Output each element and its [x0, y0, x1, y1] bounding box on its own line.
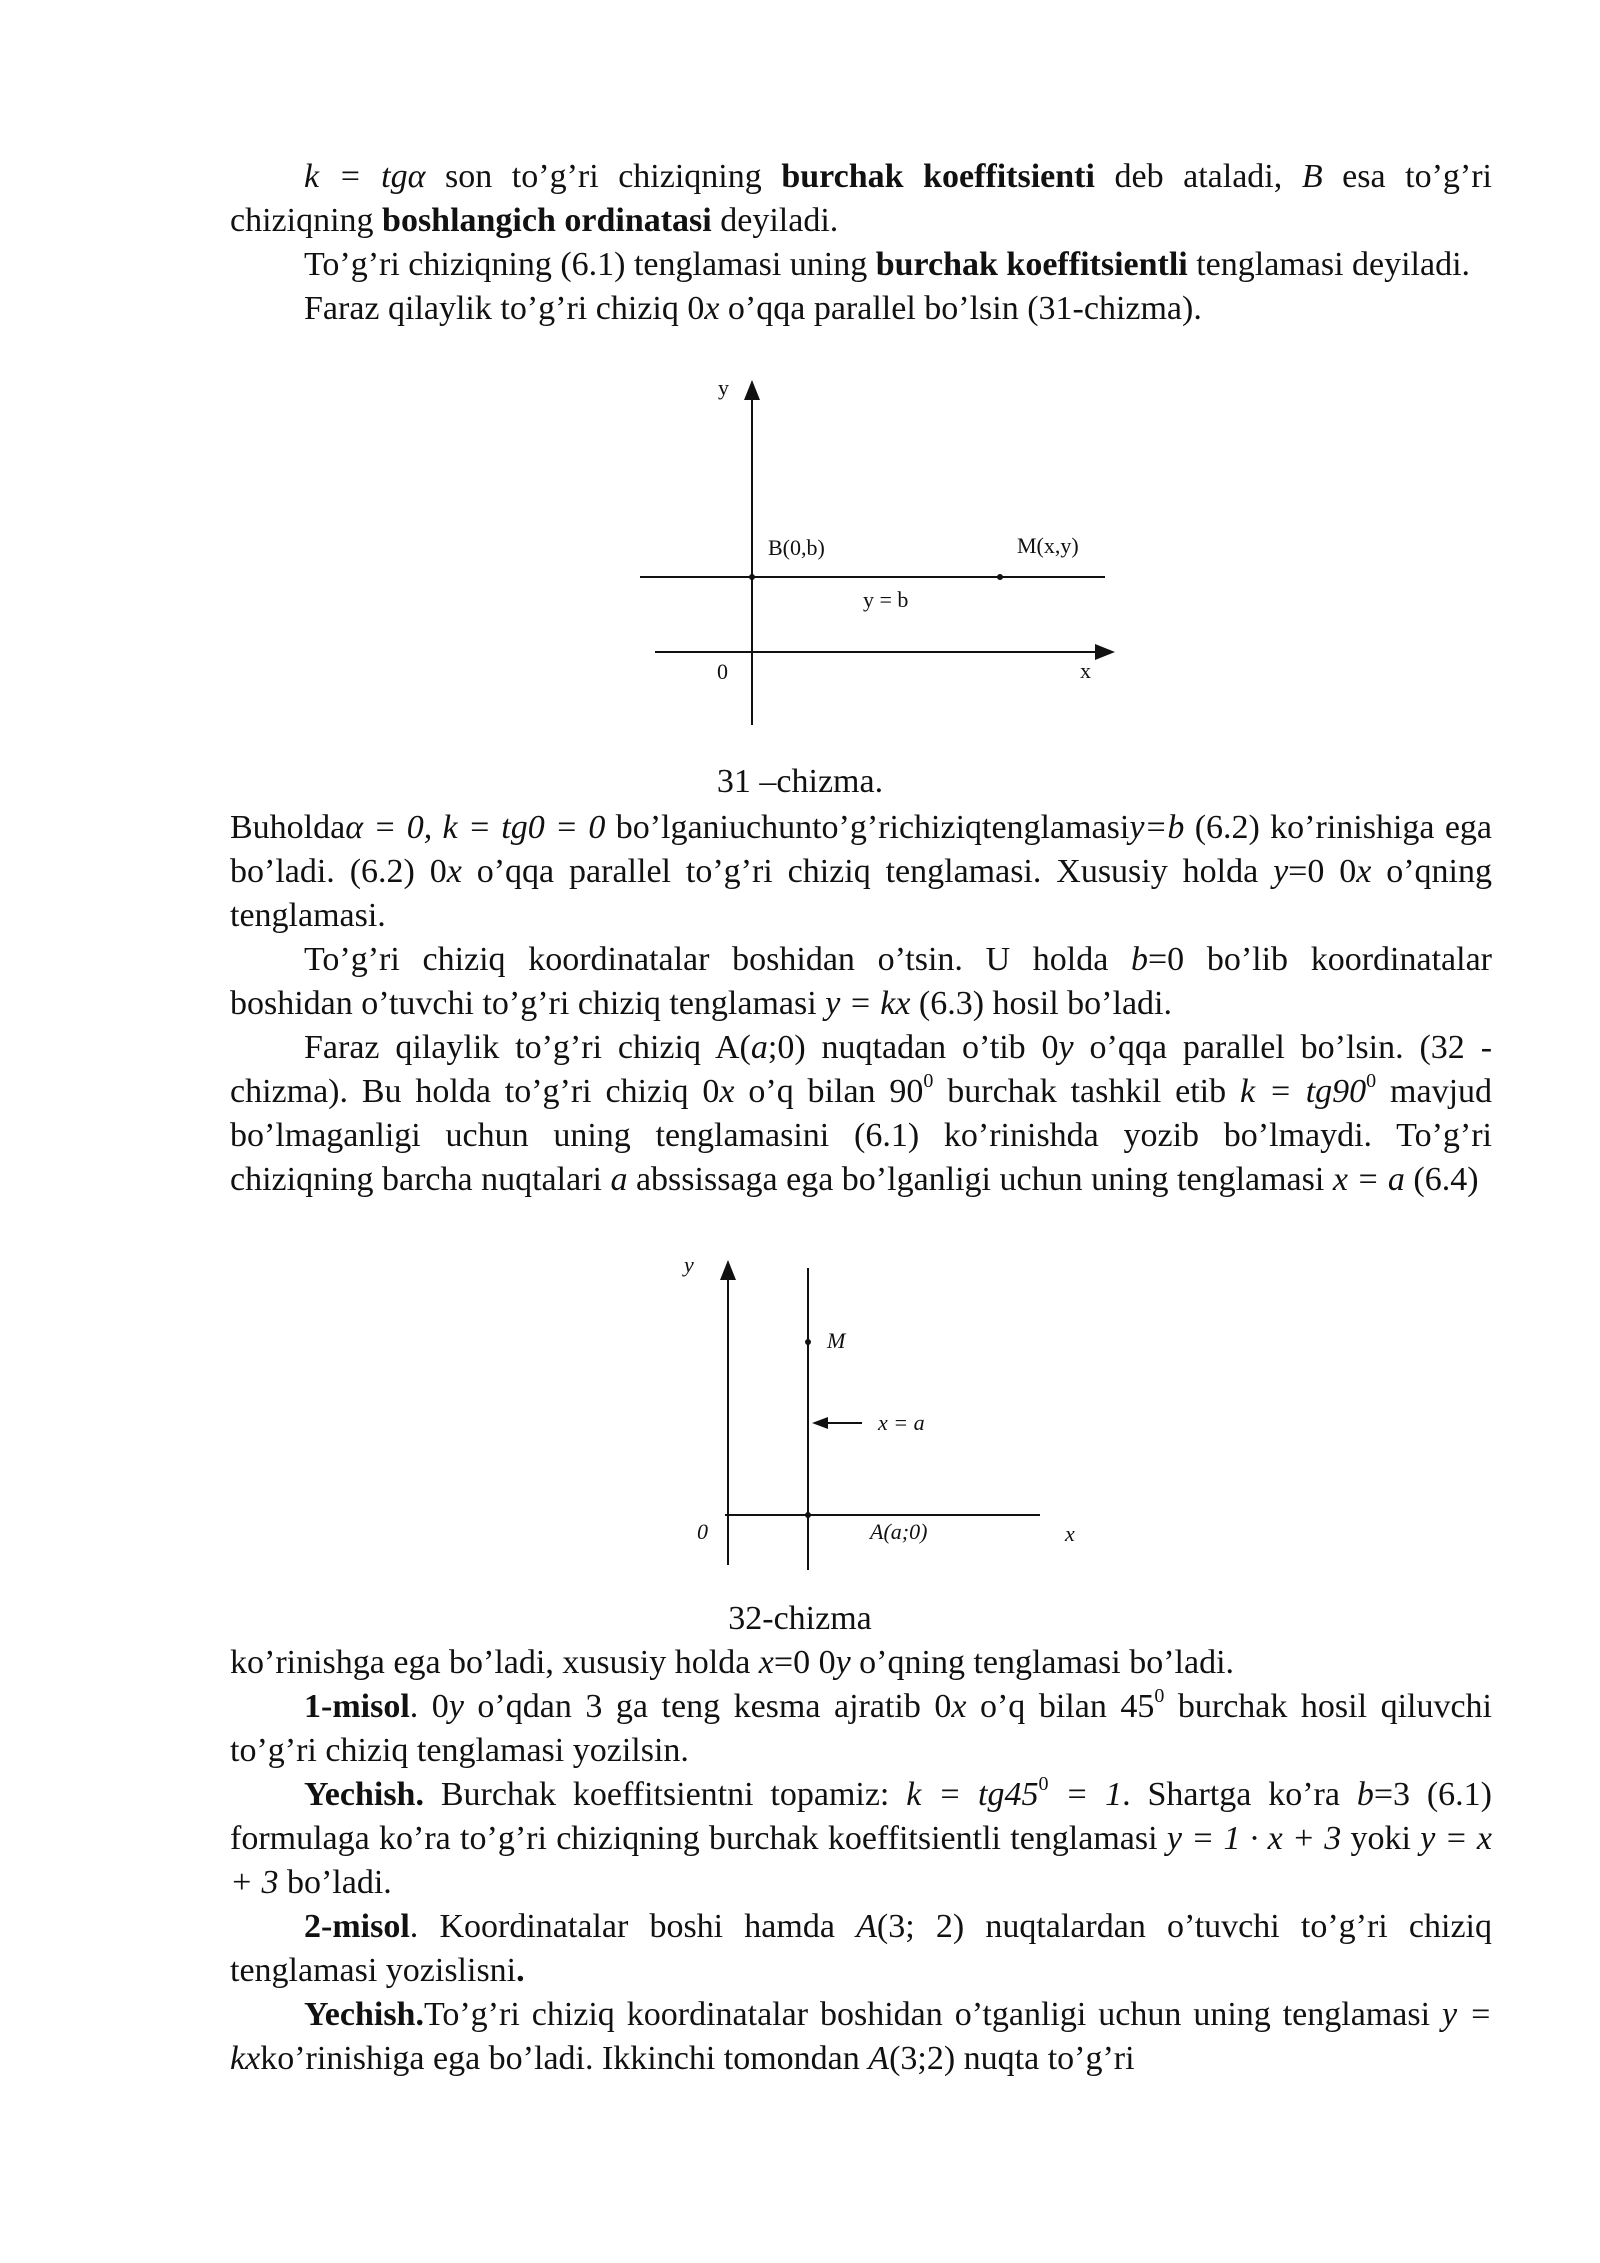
- x-axis-label: x: [1065, 1521, 1075, 1546]
- point-m-label: M: [827, 1328, 846, 1353]
- line-label: y = b: [863, 587, 909, 612]
- text-block-middle: [230, 806, 1492, 1202]
- paragraph-solution-2: Yechish.To’g’ri chiziq koordinatalar boshidan o’tganligi uchun uning tenglamasi y = kxko’rinishiga ega bo’ladi. Ikkinchi tomondan A(3;2) nuqta to’g’ri: [230, 1996, 1492, 2077]
- paragraph-solution-1: Yechish. Burchak koeffitsientni topamiz: $k = tg45^0 = 1$. Shartga ko’ra b=3 (6.1) formulaga ko’ra to’g’ri chiziqning burchak koeffitsientli tenglamasi y = 1 · x + 3 yoki y = x + 3 bo’ladi.: [230, 1773, 1493, 1901]
- y-axis-label: y: [718, 375, 729, 400]
- figure-31: [640, 375, 1120, 735]
- paragraph-slope-equation: To’g’ri chiziqning (6.1) tenglamasi uning burchak koeffitsientli tenglamasi deyiladi.: [304, 246, 1471, 283]
- origin-label: 0: [717, 659, 728, 684]
- figure-31-graph: [640, 375, 1120, 735]
- x-axis-label: x: [1080, 658, 1091, 683]
- y-axis-label: y: [684, 1252, 694, 1277]
- figure-32-caption: 32-chizma: [728, 1600, 872, 1637]
- paragraph-slope-definition: k = tgα son to’g’ri chiziqning burchak koeffitsienti deb ataladi, B esa to’g’ri chiziqning boshlangich ordinatasi deyiladi.: [230, 158, 1492, 239]
- y-axis-arrowhead: [744, 380, 760, 400]
- point-m: [997, 574, 1003, 580]
- point-b-label: B(0,b): [768, 535, 825, 560]
- point-a-label: A(a;0): [870, 1519, 928, 1544]
- x-axis-arrowhead: [1095, 644, 1115, 660]
- formula-k-tg-alpha: k = tgα: [304, 158, 426, 195]
- paragraph-through-origin: To’g’ri chiziq koordinatalar boshidan o’tsin. U holda b=0 bo’lib koordinatalar boshidan o’tuvchi to’g’ri chiziq tenglamasi y = kx (6.3) hosil bo’ladi.: [230, 941, 1492, 1022]
- text-block-bottom: [230, 1641, 1492, 2081]
- paragraph-example-2: 2-misol. Koordinatalar boshi hamda A(3; 2) nuqtalardan o’tuvchi to’g’ri chiziq tenglamasi yozislisni.: [230, 1908, 1493, 1989]
- point-m-label: M(x,y): [1017, 533, 1079, 558]
- paragraph-parallel-ox: Faraz qilaylik to’g’ri chiziq 0x o’qqa parallel bo’lsin (31-chizma).: [304, 290, 1202, 327]
- line-pointer-arrowhead: [812, 1417, 828, 1429]
- figure-31-caption: 31 –chizma.: [716, 763, 884, 800]
- paragraph-example-1: 1-misol. 0y o’qdan 3 ga teng kesma ajratib 0x o’q bilan $45^0$ burchak hosil qiluvchi to’g’ri chiziq tenglamasi yozilsin.: [230, 1685, 1493, 1769]
- line-label: x = a: [878, 1410, 925, 1435]
- point-m: [805, 1339, 811, 1345]
- origin-label: 0: [697, 1519, 708, 1544]
- figure-32-graph: [680, 1250, 1100, 1580]
- paragraph-parallel-oy: Faraz qilaylik to’g’ri chiziq A(a;0) nuqtadan o’tib 0y o’qqa parallel bo’lsin. (32 -chizma). Bu holda to’g’ri chiziq 0x o’q bilan $90^0$ burchak tashkil etib $k = tg90^0$ mavjud bo’lmaganligi uchun uning tenglamasini (6.1) ko’rinishda yozib bo’lmaydi. To’g’ri chiziqning barcha nuqtalari a abssissaga ega bo’lganligi uchun uning tenglamasi x = a (6.4): [230, 1029, 1493, 1198]
- point-b: [749, 574, 755, 580]
- paragraph-special-case: ko’rinishga ega bo’ladi, xususiy holda x=0 0y o’qning tenglamasi bo’ladi.: [230, 1644, 1235, 1681]
- y-axis-arrowhead: [720, 1260, 736, 1280]
- paragraph-y-equals-b: Buholdaα = 0, k = tg0 = 0 bo’lganiuchunto’g’richiziqtenglamasiy=b (6.2) ko’rinishiga ega bo’ladi. (6.2) 0x o’qqa parallel to’g’ri chiziq tenglamasi. Xususiy holda y=0 0x o’qning tenglamasi.: [230, 809, 1493, 934]
- figure-32: [680, 1250, 1100, 1580]
- point-a: [805, 1512, 811, 1518]
- text-block-top: [230, 155, 1492, 331]
